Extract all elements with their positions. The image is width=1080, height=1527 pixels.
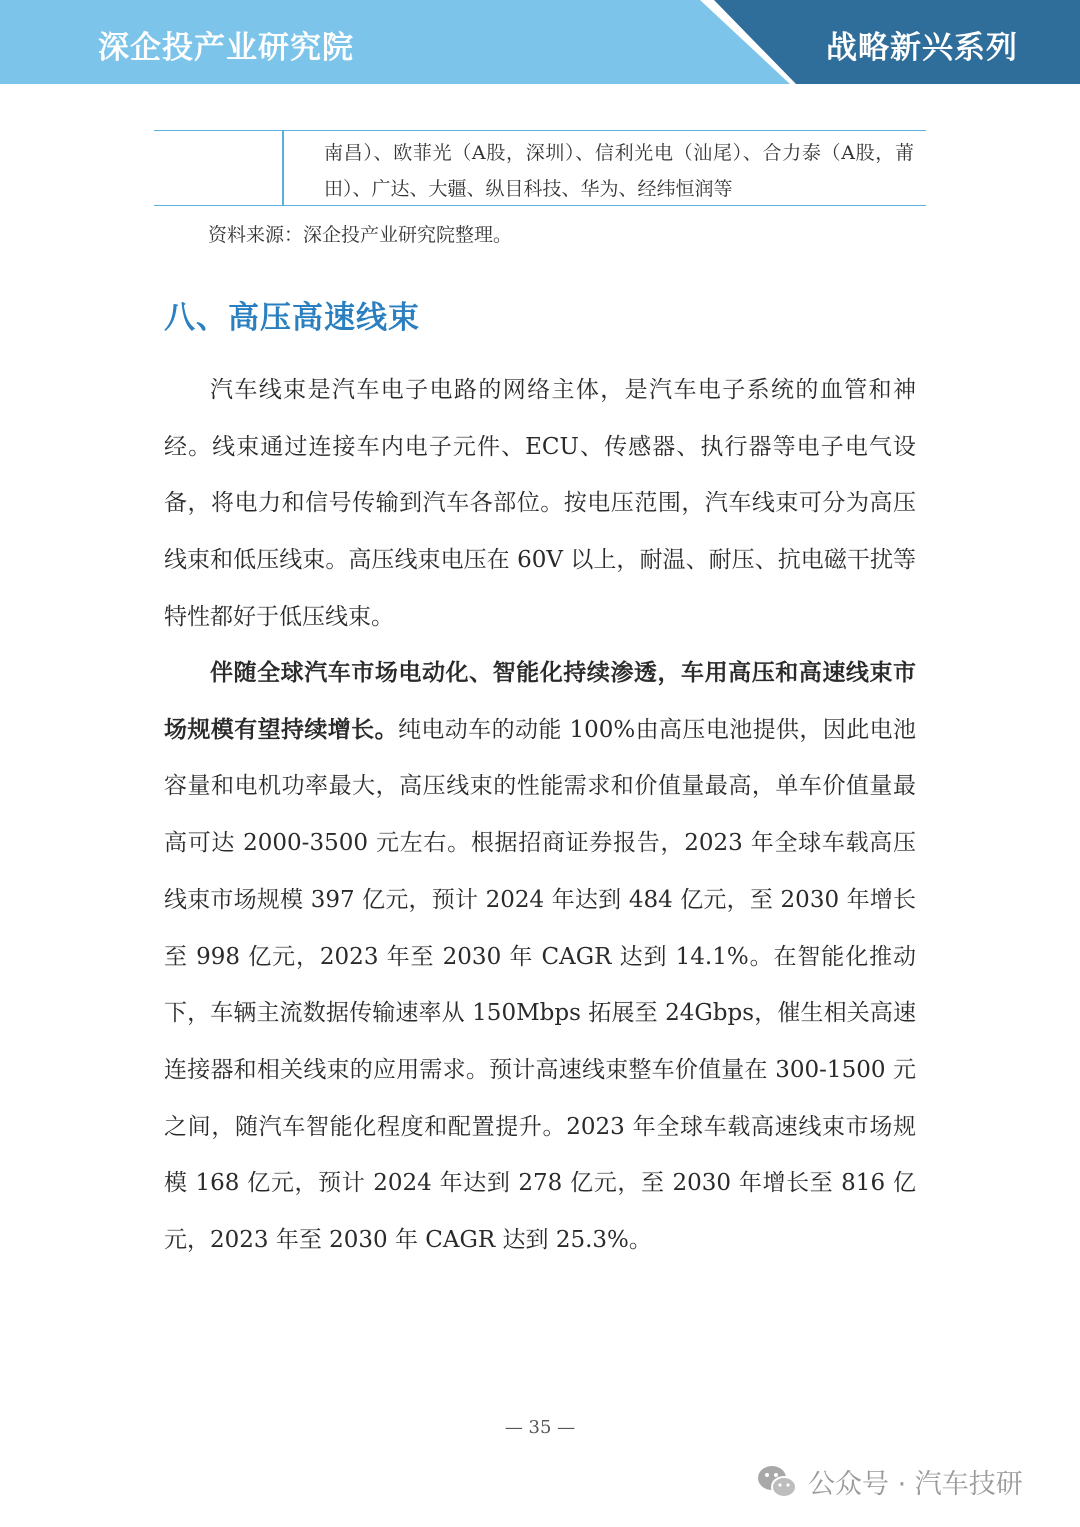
paragraph-intro: 汽车线束是汽车电子电路的网络主体，是汽车电子系统的血管和神经。线束通过连接车内电子元件、ECU、传感器、执行器等电子电气设备，将电力和信号传输到汽车各部位。按电压范围，汽车线束可分为高压线束和低压线束。高压线束电压在 60V 以上，耐温、耐压、抗电磁干扰等特性都好于低压线束。 — [164, 377, 916, 630]
page-header — [0, 0, 1080, 84]
page-number: — 35 — — [504, 1417, 576, 1438]
paragraph-lead-bold: 伴随全球汽车市场电动化、智能化持续渗透，车用高压和高速线束市场规模有望持续增长。 — [164, 660, 916, 743]
table-divider — [282, 131, 284, 205]
watermark — [756, 1462, 1023, 1501]
watermark-text: 公众号 · 汽车技研 — [808, 1469, 1023, 1500]
section-heading: 八、高压高速线束 — [164, 300, 420, 336]
series-title: 战略新兴系列 — [826, 30, 1018, 66]
table-fragment — [154, 130, 926, 206]
institute-title: 深企投产业研究院 — [98, 30, 354, 66]
wechat-icon — [756, 1463, 798, 1501]
paragraph-body: 纯电动车的动能 100%由高压电池提供，因此电池容量和电机功率最大，高压线束的性能需求和价值量最高，单车价值量最高可达 2000-3500 元左右。根据招商证券报告，2023 年全球车载高压线束市场规模 397 亿元，预计 2024 年达到 484 亿元，至 2030 年增长至 998 亿元，2023 年至 2030 年 CAGR 达到 14.1%。在智能化推动下，车辆主流数据传输速率从 150Mbps 拓展至 24Gbps，催生相关高速连接器和相关线束的应用需求。预计高速线束整车价值量在 300-1500 元之间，随汽车智能化程度和配置提升。2023 年全球车载高速线束市场规模 168 亿元，预计 2024 年达到 278 亿元，至 2030 年增长至 816 亿元，2023 年至 2030 年 CAGR 达到 25.3%。 — [164, 716, 916, 1254]
paragraph-market — [164, 645, 916, 1269]
source-note: 资料来源：深企投产业研究院整理。 — [208, 224, 513, 246]
table-cell-companies: 南昌）、欧菲光（A股，深圳）、信利光电（汕尾）、合力泰（A股，莆田）、广达、大疆、纵目科技、华为、经纬恒润等 — [324, 142, 914, 200]
